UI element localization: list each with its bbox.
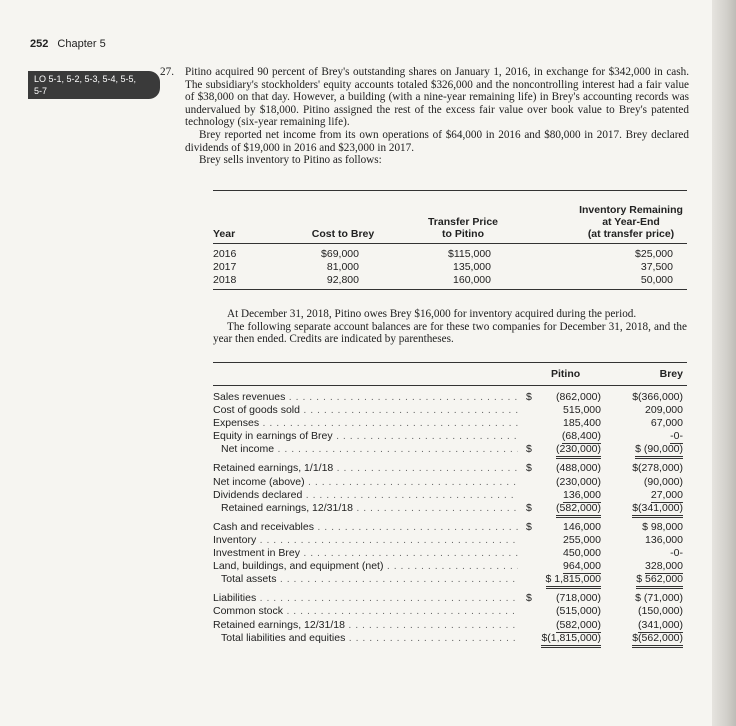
table-row: Inventory . . . 255,000 136,000 — [213, 534, 687, 547]
col-year: Year — [213, 228, 236, 240]
learning-objective-badge — [28, 71, 160, 99]
table-row: Dividends declared . . . 136,000 27,000 — [213, 489, 687, 502]
table-row: Cost of goods sold . . . 515,000 209,000 — [213, 404, 687, 417]
problem-number: 27. — [160, 66, 174, 78]
table-row: Cash and receivables . . . $ 146,000 $ 98,000 — [213, 521, 687, 534]
table-row: Expenses . . . 185,400 67,000 — [213, 417, 687, 430]
col-remaining: Inventory Remaining at Year-End (at transfer price) — [579, 204, 683, 240]
table-row: Land, buildings, and equipment (net) . . . 964,000 328,000 — [213, 560, 687, 573]
table-row: Sales revenues . . . $ (862,000) $(366,000) — [213, 391, 687, 404]
table-row: 2017 81,000 135,000 37,500 — [213, 261, 673, 273]
col-brey: Brey — [659, 368, 683, 380]
book-spine-shadow — [712, 0, 736, 726]
table-row: 2018 92,800 160,000 50,000 — [213, 274, 673, 286]
chapter-label: Chapter 5 — [57, 38, 106, 50]
middle-text — [213, 308, 687, 346]
inventory-table — [213, 190, 687, 290]
middle-paragraph-1: At December 31, 2018, Pitino owes Brey $16,000 for inventory acquired during the period. — [227, 308, 637, 320]
col-cost: Cost to Brey — [311, 228, 375, 240]
table-row: Retained earnings, 12/31/18 . . . $ (582,000) $(341,000) — [213, 502, 687, 515]
problem-text — [160, 66, 689, 167]
table-row: Total assets . . . $ 1,815,000 $ 562,000 — [213, 573, 687, 586]
table-row: Retained earnings, 12/31/18 . . . (582,000) (341,000) — [213, 619, 687, 632]
middle-paragraph-2: The following separate account balances are for these two companies for December 31, 2018, and the year then ended. Credits are indicated by parentheses. — [213, 320, 687, 346]
page-number: 252 — [30, 38, 49, 50]
page-header — [30, 38, 106, 50]
balance-table — [213, 362, 687, 645]
table-row: Net income . . . $ (230,000) $ (90,000) — [213, 443, 687, 456]
table-row: Investment in Brey . . . 450,000 -0- — [213, 547, 687, 560]
inventory-table-header — [213, 191, 687, 244]
table-row: 2016 $69,000 $115,000 $25,000 — [213, 248, 673, 260]
lo-line-1: LO 5-1, 5-2, 5-3, 5-4, 5-5, — [34, 74, 137, 84]
table-row: Retained earnings, 1/1/18 . . . $ (488,000) $(278,000) — [213, 462, 687, 475]
col-pitino: Pitino — [551, 368, 581, 380]
problem-paragraph-2: Brey reported net income from its own operations of $64,000 in 2016 and $80,000 in 2017. Brey declared dividends of $19,000 in 2016 and $23,000 in 2017. — [185, 128, 689, 154]
col-transfer: Transfer Price to Pitino — [427, 216, 499, 240]
table-row: Liabilities . . . $ (718,000) $ (71,000) — [213, 592, 687, 605]
table-row: Total liabilities and equities . . . $(1,815,000) $(562,000) — [213, 632, 687, 645]
table-row: Equity in earnings of Brey . . . (68,400) -0- — [213, 430, 687, 443]
table-row: Common stock . . . (515,000) (150,000) — [213, 605, 687, 618]
lo-line-2: 5-7 — [34, 86, 48, 96]
balance-table-header — [213, 362, 687, 386]
problem-paragraph-1: Pitino acquired 90 percent of Brey's outstanding shares on January 1, 2016, in exchange for $342,000 in cash. The subsidiary's stockholders' equity accounts totaled $326,000 and the noncontrolling interest had a fair value of $38,000 on that day. However, a building (with a nine-year remaining life) in Brey's accounting records was undervalued by $18,000. Pitino assigned the rest of the excess fair value over book value to Brey's patented technology (six-year remaining life). — [185, 66, 689, 129]
table-row: Net income (above) . . . (230,000) (90,000) — [213, 476, 687, 489]
problem-paragraph-3: Brey sells inventory to Pitino as follows: — [199, 154, 382, 167]
